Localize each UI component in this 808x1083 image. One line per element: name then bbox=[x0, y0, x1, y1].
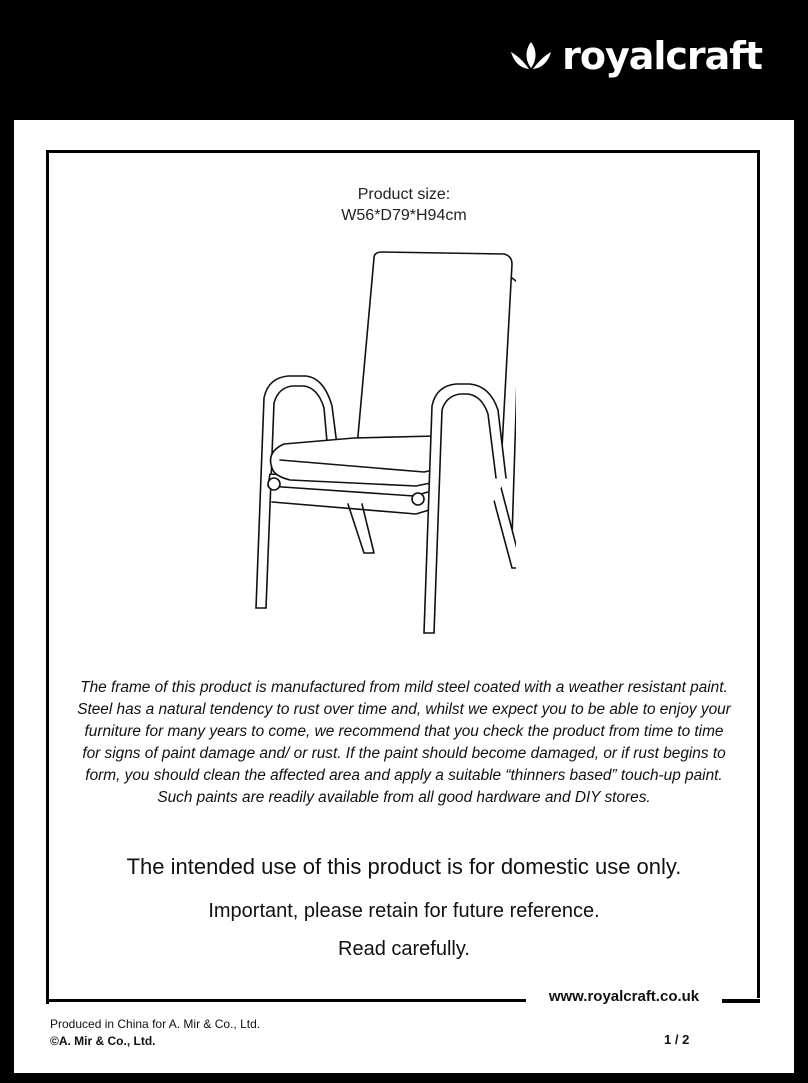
rust-notice: The frame of this product is manufactured from mild steel coated with a weather resistant paint. Steel has a natural tendency to rust over time and, whilst we expect you to be able to enjoy your furniture for many years to come, we recommend that you check the product from time to time for signs of paint damage and/ or rust. If the paint should become damaged, or if rust begins to form, you should clean the affected area and apply a suitable “thinners based” touch-up paint. Such paints are readily available from all good hardware and DIY stores. bbox=[77, 679, 731, 806]
brand-logo bbox=[508, 34, 762, 78]
page-number: 1 / 2 bbox=[664, 1032, 690, 1047]
frame-border-left bbox=[46, 150, 49, 1004]
brand-name: royalcraft bbox=[562, 34, 762, 78]
important-note: Important, please retain for future reference. bbox=[208, 900, 600, 922]
product-size-label: Product size: bbox=[357, 186, 451, 203]
copyright: ©A. Mir & Co., Ltd. bbox=[50, 1034, 156, 1048]
read-carefully: Read carefully. bbox=[338, 938, 470, 960]
product-size bbox=[254, 184, 554, 226]
frame-border-bottom bbox=[46, 999, 526, 1002]
header-bar bbox=[0, 0, 808, 120]
frame-border-top bbox=[46, 150, 760, 153]
instruction-page bbox=[14, 120, 794, 1073]
intended-use: The intended use of this product is for domestic use only. bbox=[126, 854, 682, 879]
frame-border-right bbox=[757, 150, 760, 998]
frame-border-bottom-end bbox=[722, 999, 760, 1003]
product-size-value: W56*D79*H94cm bbox=[341, 207, 467, 224]
website-link[interactable]: www.royalcraft.co.uk bbox=[548, 988, 700, 1005]
chair-illustration bbox=[236, 248, 516, 646]
produced-in: Produced in China for A. Mir & Co., Ltd. bbox=[50, 1017, 261, 1031]
crown-leaf-icon bbox=[508, 36, 554, 76]
